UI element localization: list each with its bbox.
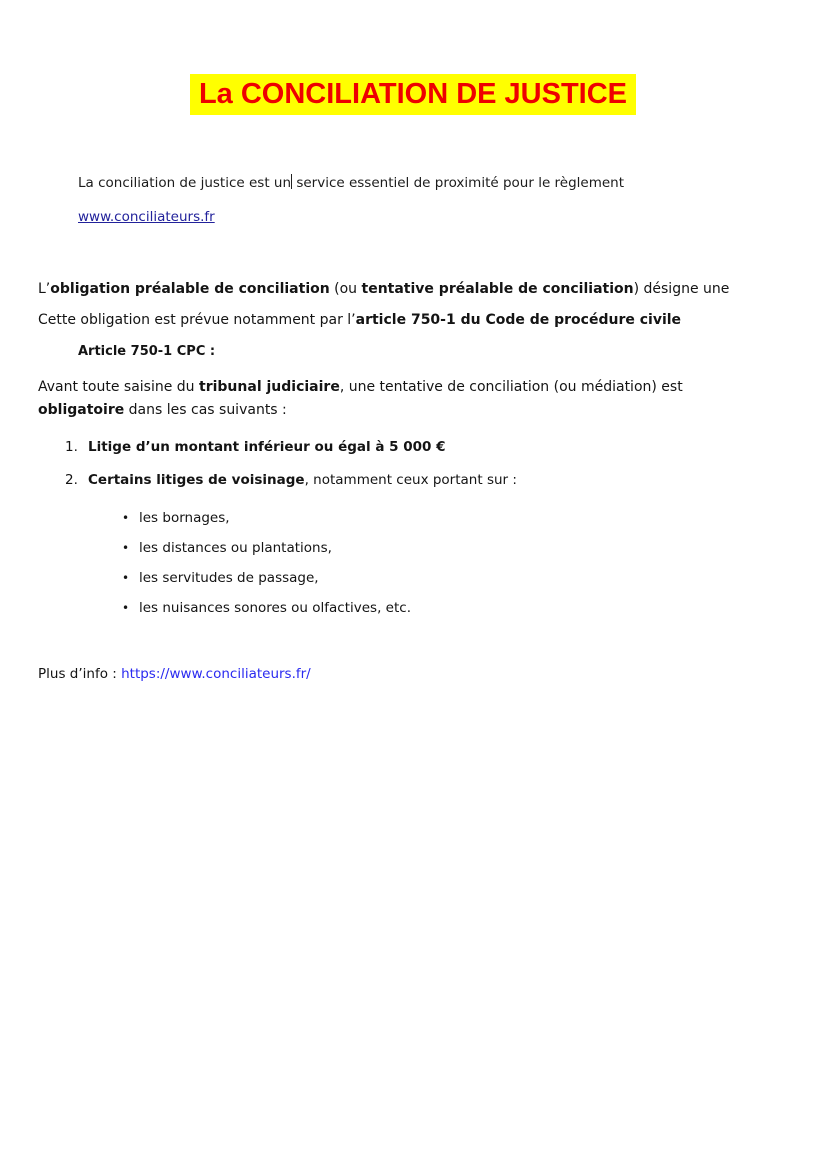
numbered-list	[65, 436, 788, 491]
bullet-item-4	[122, 598, 788, 619]
numbered-item-1-text: Litige d’un montant inférieur ou égal à 5 000 €	[88, 438, 446, 455]
bullet-item-4-text: les nuisances sonores ou olfactives, etc.	[139, 599, 411, 616]
bullet-item-3	[122, 568, 788, 589]
article-heading: Article 750-1 CPC :	[78, 344, 216, 359]
bullet-item-2-text: les distances ou plantations,	[139, 539, 332, 556]
body-section	[38, 278, 788, 685]
more-info-label: Plus d’info :	[38, 665, 122, 682]
obligation-paragraph: L’obligation préalable de conciliation (ou tentative préalable de conciliation) désigne une	[38, 281, 730, 297]
bullet-list	[122, 508, 788, 619]
page-title: La CONCILIATION DE JUSTICE	[190, 74, 636, 115]
numbered-item-2	[65, 469, 788, 491]
intro-section	[78, 173, 788, 228]
avant-paragraph: Avant toute saisine du tribunal judiciaire, une tentative de conciliation (ou médiation) est obligatoire dans les cas suivants :	[38, 378, 683, 418]
numbered-item-1-marker: 1.	[65, 438, 78, 455]
bullet-item-1	[122, 508, 788, 529]
numbered-item-2-marker: 2.	[65, 471, 78, 488]
bullet-item-2	[122, 538, 788, 559]
bullet-icon: •	[122, 570, 130, 585]
more-info-link[interactable]: https://www.conciliateurs.fr/	[121, 665, 311, 682]
bullet-item-1-text: les bornages,	[139, 509, 230, 526]
article-750-1-block	[78, 342, 788, 363]
title-row	[38, 74, 788, 115]
numbered-item-1	[65, 436, 788, 458]
bullet-icon: •	[122, 540, 130, 555]
more-info-line	[38, 663, 788, 685]
bullet-icon: •	[122, 600, 130, 615]
prevue-paragraph: Cette obligation est prévue notamment par l’article 750-1 du Code de procédure civile	[38, 312, 682, 328]
bullet-icon: •	[122, 510, 130, 525]
intro-paragraph-1: La conciliation de justice est un service essentiel de proximité pour le règlement	[78, 175, 625, 191]
conciliateurs-link[interactable]: www.conciliateurs.fr	[78, 209, 215, 225]
bullet-item-3-text: les servitudes de passage,	[139, 569, 319, 586]
numbered-item-2-text: Certains litiges de voisinage, notamment ceux portant sur :	[88, 471, 517, 488]
